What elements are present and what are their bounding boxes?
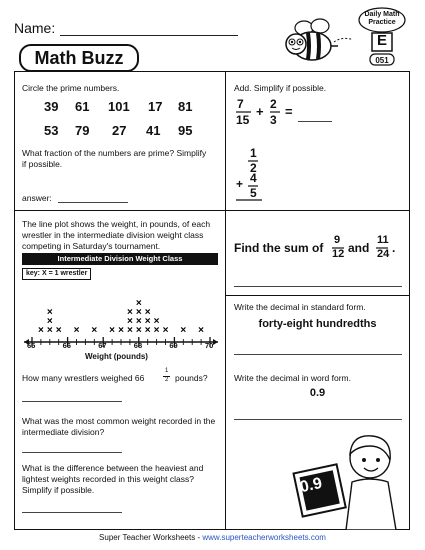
lineplot-title: Intermediate Division Weight Class [22, 253, 218, 265]
x-mark: × [109, 325, 116, 336]
badge-number: 051 [375, 56, 389, 65]
q3-answer-field[interactable] [22, 512, 122, 513]
lineplot-intro: The line plot shows the weight, in pounds, of each wrestler in the intermediate division weight class competing in Saturday's tournament. [22, 219, 211, 251]
line-plot [14, 280, 225, 360]
v-plus: + [236, 177, 244, 191]
tick-label: 70 [205, 341, 214, 350]
footer [0, 533, 425, 542]
x-mark: × [46, 325, 53, 336]
x-mark: × [198, 325, 205, 336]
sum-f2-den: 24 [377, 248, 390, 260]
add-f1-num: 7 [237, 97, 244, 111]
x-mark: × [153, 316, 160, 327]
lineplot-key: key: X = 1 wrestler [22, 268, 91, 280]
x-mark: × [91, 325, 98, 336]
tick-label: 68 [133, 341, 143, 350]
x-mark: × [46, 316, 53, 327]
q1-frac-den: 2 [165, 377, 169, 383]
add-op: + [256, 104, 264, 119]
prime-row2-d[interactable]: 41 [146, 123, 161, 138]
x-mark: × [153, 325, 160, 336]
prime-row1-d[interactable]: 17 [148, 99, 163, 114]
x-mark: × [144, 307, 151, 318]
footer-brand: Super Teacher Worksheets - [99, 533, 203, 542]
prime-row1-b[interactable]: 61 [75, 99, 90, 114]
lineplot-xlabel: Weight (pounds) [85, 352, 148, 361]
sum-f1-den: 12 [332, 248, 345, 260]
add-f2-den: 3 [270, 113, 277, 127]
x-mark: × [144, 325, 151, 336]
q1-frac-num: 1 [165, 368, 169, 374]
add-f2-num: 2 [270, 97, 277, 111]
decimal-words: forty-eight hundredths [258, 318, 377, 330]
x-mark: × [180, 325, 187, 336]
x-mark: × [73, 325, 80, 336]
fraction-sum-horizontal [234, 97, 354, 129]
decimal-word-field[interactable] [234, 419, 402, 420]
v-num1: 1 [250, 146, 257, 160]
x-mark: × [162, 325, 169, 336]
v-den2: 5 [250, 186, 257, 200]
x-mark: × [126, 316, 133, 327]
badge-line1: Daily Math [364, 11, 400, 18]
v-den1: 2 [250, 161, 257, 175]
q2-text: What was the most common weight recorded in the intermediate division? [22, 416, 216, 437]
sum-and: and [348, 241, 370, 255]
q1-frac-bar [163, 376, 170, 377]
q1-answer-field[interactable] [22, 401, 122, 402]
x-mark: × [135, 316, 142, 327]
tick-label: 65 [27, 341, 36, 350]
right-divider [225, 295, 410, 296]
x-mark: × [135, 307, 142, 318]
decimal-value: 0.9 [309, 387, 326, 399]
prime-row2-c[interactable]: 27 [112, 123, 127, 138]
x-mark: × [135, 298, 142, 309]
prime-row1-e[interactable]: 81 [178, 99, 193, 114]
footer-url[interactable]: www.superteacherworksheets.com [202, 533, 326, 542]
tick-label: 69 [169, 341, 178, 350]
sum-f2-num: 11 [377, 234, 389, 246]
x-mark: × [144, 316, 151, 327]
q2-answer-field[interactable] [22, 452, 122, 453]
answer-label: answer: [22, 193, 52, 203]
x-mark: × [46, 307, 53, 318]
prime-row1-a[interactable]: 39 [44, 99, 59, 114]
tick-label: 66 [62, 341, 71, 350]
row-divider [14, 210, 410, 211]
q3-text: What is the difference between the heaviest and lightest weights recorded in this weight class? Simplify if possible. [22, 463, 204, 495]
sum-f1-num: 9 [334, 234, 341, 246]
q1-post: pounds? [175, 373, 208, 383]
badge-line2: Practice [368, 19, 396, 26]
x-mark: × [126, 325, 133, 336]
x-mark: × [37, 325, 44, 336]
page-title: Math Buzz [19, 44, 139, 72]
v-num2: 4 [250, 171, 257, 185]
prime-instruction: Circle the prime numbers. [22, 83, 120, 93]
prime-question: What fraction of the numbers are prime? Simplify if possible. [22, 148, 207, 169]
add-eq: = [285, 104, 293, 119]
x-mark: × [55, 325, 62, 336]
add-answer-field[interactable] [298, 121, 332, 122]
arrow-right-icon [213, 339, 218, 345]
prime-row2-a[interactable]: 53 [44, 123, 59, 138]
add-instruction: Add. Simplify if possible. [234, 83, 327, 93]
decimal-standard-field[interactable] [234, 354, 402, 355]
x-mark: × [126, 307, 133, 318]
q1-text: How many wrestlers weighed 66 [22, 373, 145, 383]
name-label: Name: [14, 20, 56, 36]
sum-end: . [392, 241, 396, 255]
sum-prompt: Find the sum of [234, 241, 324, 255]
name-field[interactable] [60, 35, 238, 36]
decimal-q1: Write the decimal in standard form. [234, 302, 366, 312]
card-value: 0.9 [298, 474, 324, 497]
x-mark: × [135, 325, 142, 336]
bee-icon [282, 16, 352, 68]
prime-row2-b[interactable]: 79 [75, 123, 90, 138]
tick-label: 67 [98, 341, 107, 350]
decimal-q2: Write the decimal in word form. [234, 373, 351, 383]
sum-answer-field[interactable] [234, 286, 402, 287]
badge-letter: E [376, 32, 387, 49]
add-f1-den: 15 [236, 113, 250, 127]
column-divider [225, 71, 226, 530]
prime-row2-e[interactable]: 95 [178, 123, 193, 138]
prime-row1-c[interactable]: 101 [108, 99, 130, 114]
prime-answer-field[interactable] [58, 202, 128, 203]
x-mark: × [118, 325, 124, 336]
